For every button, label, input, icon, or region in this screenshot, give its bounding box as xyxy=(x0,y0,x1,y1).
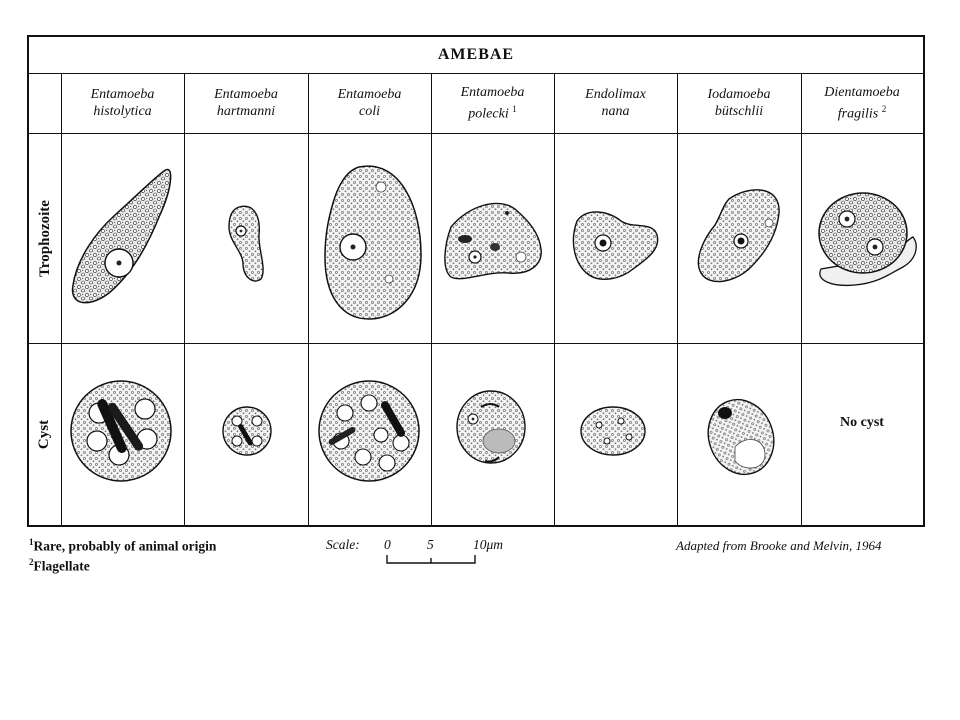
trophozoite-hartmanni xyxy=(229,206,263,281)
scale-tick-5: 5 xyxy=(427,537,434,552)
scale-label: Scale: xyxy=(326,537,360,552)
genus-name: Dientamoeba xyxy=(824,84,900,100)
cyst-coli xyxy=(319,381,419,481)
table-title: AMEBAE xyxy=(437,46,515,63)
scale-tick-10: 10μm xyxy=(473,537,504,552)
amebae-table xyxy=(27,35,925,527)
genus-name: Entamoeba xyxy=(214,87,278,102)
row-label-text: Trophozoite xyxy=(36,199,53,277)
trophozoite-polecki xyxy=(445,203,541,278)
footnote-mark: 2 xyxy=(881,103,887,114)
scale-bar-line xyxy=(385,553,485,567)
cyst-histolytica xyxy=(71,381,171,481)
cyst-polecki xyxy=(457,391,525,463)
trophozoite-histolytica xyxy=(73,169,171,302)
row-label-text: Cyst xyxy=(36,419,53,449)
genus-name: Iodamoeba xyxy=(707,87,771,102)
trophozoite-coli xyxy=(325,166,421,319)
trophozoite-fragilis xyxy=(819,193,916,285)
source-credit xyxy=(676,538,882,554)
footnote-2-text: Flagellate xyxy=(33,558,90,574)
species-name: histolytica xyxy=(93,104,152,119)
no-cyst-label: No cyst xyxy=(840,415,884,430)
genus-name: Entamoeba xyxy=(90,87,155,102)
species-name: coli xyxy=(359,104,380,119)
cyst-nana xyxy=(581,407,645,455)
cyst-hartmanni xyxy=(223,407,271,455)
footnote-1 xyxy=(29,537,216,555)
footnote-1-mark: 1 xyxy=(29,537,34,547)
footnote-2 xyxy=(29,557,90,575)
footnote-2-mark: 2 xyxy=(29,557,34,567)
species-name: polecki xyxy=(468,106,509,122)
genus-name: Endolimax xyxy=(585,87,646,102)
scale-bar xyxy=(326,537,360,553)
footnote-mark: 1 xyxy=(512,103,517,114)
species-name: fragilis xyxy=(837,106,879,122)
genus-name: Entamoeba xyxy=(460,84,525,100)
organism-illustrations xyxy=(29,37,923,525)
trophozoite-nana xyxy=(573,212,657,279)
species-name: hartmanni xyxy=(216,104,276,119)
species-name: nana xyxy=(601,104,630,119)
scale-tick-0: 0 xyxy=(384,537,391,552)
source-credit-text: Adapted from Brooke and Melvin, 1964 xyxy=(676,538,882,553)
cyst-butschlii xyxy=(698,390,784,483)
genus-name: Entamoeba xyxy=(337,87,402,102)
species-name: bütschlii xyxy=(714,104,764,119)
trophozoite-butschlii xyxy=(698,190,779,282)
footnote-1-text: Rare, probably of animal origin xyxy=(33,538,217,554)
